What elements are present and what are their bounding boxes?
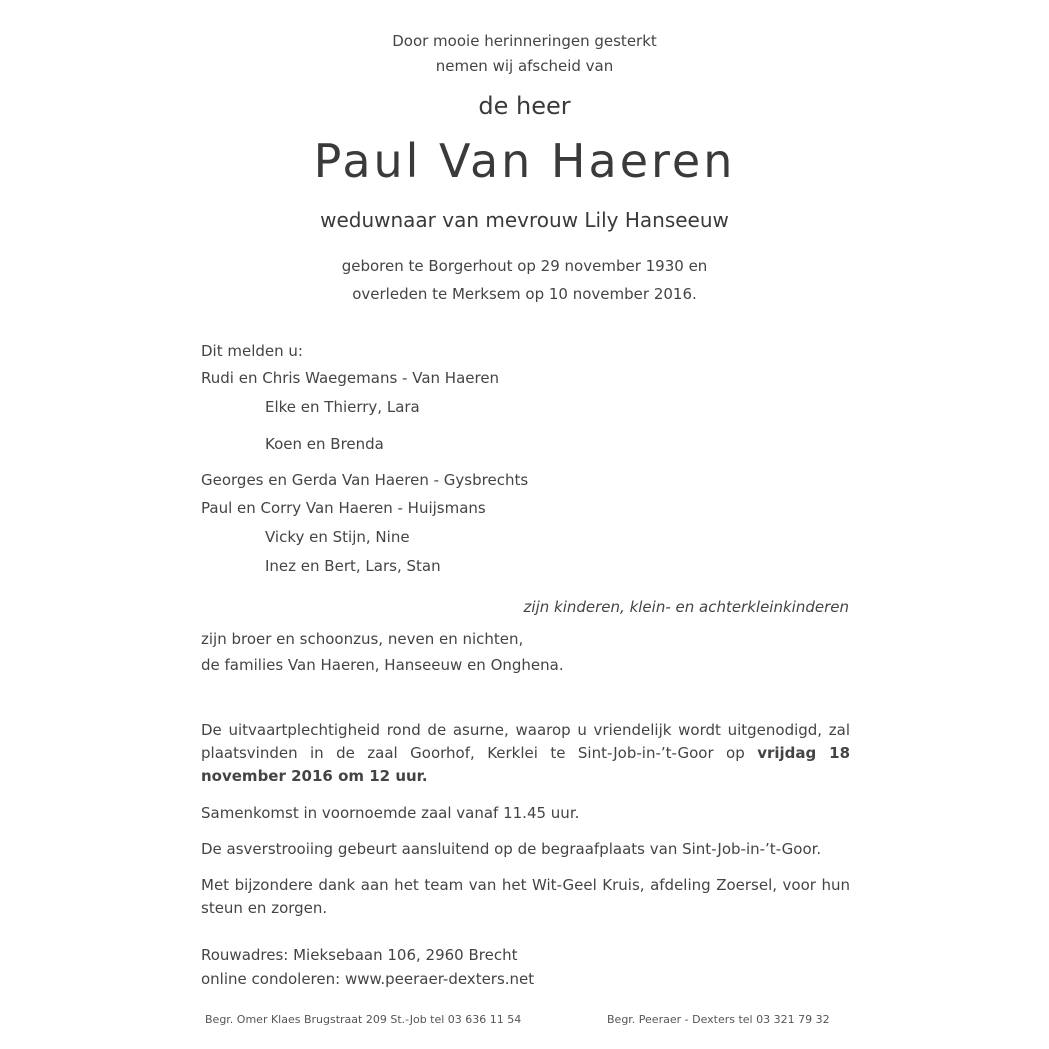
- online-condolences: online condoleren: www.peeraer-dexters.net: [201, 970, 535, 988]
- family-line: Rudi en Chris Waegemans - Van Haeren: [201, 369, 500, 387]
- death-line: overleden te Merksem op 10 november 2016.: [352, 285, 697, 303]
- birth-line: geboren te Borgerhout op 29 november 1930 en: [341, 257, 708, 275]
- others-line-2: de families Van Haeren, Hanseeuw en Onghena.: [201, 656, 564, 674]
- others-line-1: zijn broer en schoonzus, neven en nichten,: [201, 630, 524, 648]
- family-line: Koen en Brenda: [265, 435, 384, 453]
- relation-line: zijn kinderen, klein- en achterkleinkinderen: [523, 598, 849, 616]
- widower-of-line: weduwnaar van mevrouw Lily Hanseeuw: [320, 208, 729, 232]
- family-line: Paul en Corry Van Haeren - Huijsmans: [201, 499, 486, 517]
- scattering-line: De asverstrooiing gebeurt aansluitend op de begraafplaats van Sint-Job-in-’t-Goor.: [201, 840, 822, 858]
- intro-line-1: Door mooie herinneringen gesterkt: [392, 32, 657, 50]
- family-intro: Dit melden u:: [201, 342, 303, 360]
- ceremony-date: vrijdag 18 november 2016 om 12 uur.: [201, 744, 851, 785]
- deceased-name: Paul Van Haeren: [313, 134, 736, 188]
- footer-undertaker-right: Begr. Peeraer - Dexters tel 03 321 79 32: [607, 1013, 830, 1026]
- footer-undertaker-left: Begr. Omer Klaes Brugstraat 209 St.-Job tel 03 636 11 54: [205, 1013, 522, 1026]
- family-line: Georges en Gerda Van Haeren - Gysbrechts: [201, 471, 529, 489]
- mourning-address: Rouwadres: Mieksebaan 106, 2960 Brecht: [201, 946, 518, 964]
- intro-line-2: nemen wij afscheid van: [435, 57, 614, 75]
- honorific-title: de heer: [478, 92, 571, 120]
- family-line: Vicky en Stijn, Nine: [265, 528, 410, 546]
- thanks-paragraph: Met bijzondere dank aan het team van het Wit-Geel Kruis, afdeling Zoersel, voor hun steun en zorgen.: [201, 876, 850, 917]
- ceremony-paragraph: [201, 719, 850, 788]
- gathering-line: Samenkomst in voornoemde zaal vanaf 11.45 uur.: [201, 804, 580, 822]
- family-line: Elke en Thierry, Lara: [265, 398, 420, 416]
- ceremony-text: De uitvaartplechtigheid rond de asurne, waarop u vriendelijk wordt uitgenodigd, zal plaatsvinden in de zaal Goorhof, Kerklei te Sint-Job-in-’t-Goor op: [201, 721, 850, 762]
- family-line: Inez en Bert, Lars, Stan: [265, 557, 441, 575]
